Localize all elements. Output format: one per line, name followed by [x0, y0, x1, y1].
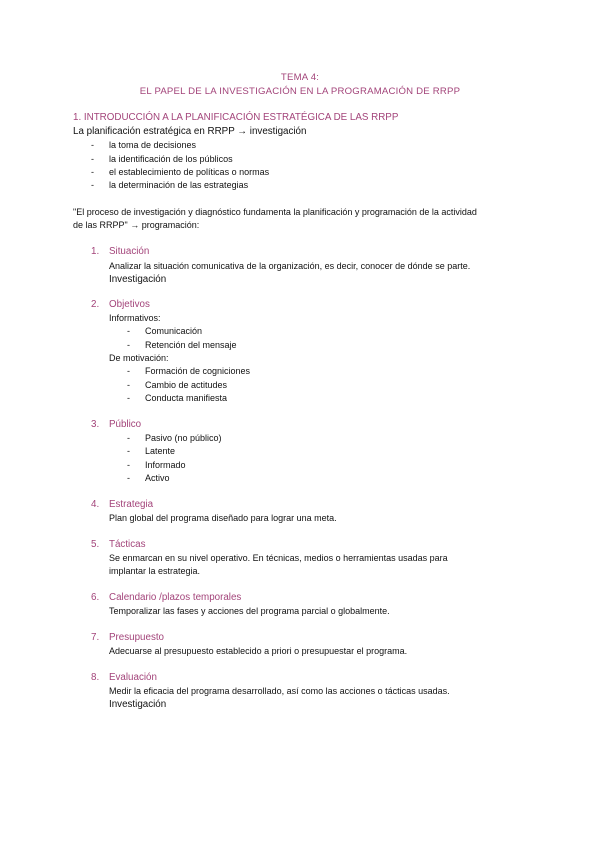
- item-title-tacticas: Tácticas: [109, 539, 146, 550]
- item-title-estrategia: Estrategia: [109, 499, 154, 510]
- item-title-calendario: Calendario /plazos temporales: [109, 592, 242, 603]
- sub-item: Latente: [145, 446, 176, 456]
- list-dash: -: [127, 326, 130, 336]
- item-title-publico: Público: [109, 419, 142, 430]
- item-title-evaluacion: Evaluación: [109, 672, 157, 683]
- item-number: 5.: [91, 539, 100, 550]
- item-text: Analizar la situación comunicativa de la organización, es decir, conocer de dónde se parte.: [109, 261, 471, 271]
- list-item: la determinación de las estrategias: [109, 180, 249, 190]
- list-item: el establecimiento de políticas o normas: [109, 167, 270, 177]
- list-dash: -: [91, 180, 94, 190]
- item-number: 3.: [91, 419, 100, 430]
- list-item: la toma de decisiones: [109, 140, 197, 150]
- list-dash: -: [127, 393, 130, 403]
- list-dash: -: [127, 460, 130, 470]
- item-title-presupuesto: Presupuesto: [109, 632, 165, 643]
- item-text: Se enmarcan en su nivel operativo. En técnicas, medios o herramientas usadas para: [109, 553, 448, 563]
- item-text: Temporalizar las fases y acciones del programa parcial o globalmente.: [109, 606, 390, 616]
- item-text: Medir la eficacia del programa desarrollado, así como las acciones o tácticas usadas.: [109, 686, 450, 696]
- item-number: 6.: [91, 592, 100, 603]
- item-number: 7.: [91, 632, 100, 643]
- item-text: Adecuarse al presupuesto establecido a priori o presupuestar el programa.: [109, 646, 408, 656]
- sub-label: Informativos:: [109, 313, 161, 323]
- sub-item: Informado: [145, 460, 186, 470]
- list-dash: -: [127, 433, 130, 443]
- doc-title-line-1: TEMA 4:: [280, 72, 320, 83]
- list-dash: -: [91, 140, 94, 150]
- item-text: Investigación: [109, 274, 167, 285]
- list-item: la identificación de los públicos: [109, 154, 233, 164]
- item-number: 4.: [91, 499, 100, 510]
- sub-item: Retención del mensaje: [145, 340, 237, 350]
- list-dash: -: [91, 154, 94, 164]
- quote-line-1: "El proceso de investigación y diagnóstico fundamenta la planificación y programación de la actividad: [73, 207, 477, 217]
- sub-item: Cambio de actitudes: [145, 380, 228, 390]
- intro-line: La planificación estratégica en RRPP → investigación: [73, 126, 307, 137]
- item-text: implantar la estrategia.: [109, 566, 201, 576]
- sub-item: Comunicación: [145, 326, 203, 336]
- item-text: Plan global del programa diseñado para lograr una meta.: [109, 513, 337, 523]
- list-dash: -: [127, 340, 130, 350]
- item-text: Investigación: [109, 699, 167, 710]
- section-heading: 1. INTRODUCCIÓN A LA PLANIFICACIÓN ESTRATÉGICA DE LAS RRPP: [73, 112, 399, 123]
- list-dash: -: [127, 366, 130, 376]
- item-number: 2.: [91, 299, 100, 310]
- sub-label: De motivación:: [109, 353, 169, 363]
- item-number: 1.: [91, 246, 100, 257]
- item-title-situacion: Situación: [109, 246, 150, 257]
- sub-item: Formación de cogniciones: [145, 366, 251, 376]
- item-number: 8.: [91, 672, 100, 683]
- list-dash: -: [91, 167, 94, 177]
- doc-title-line-2: EL PAPEL DE LA INVESTIGACIÓN EN LA PROGRAMACIÓN DE RRPP: [139, 86, 461, 97]
- list-dash: -: [127, 380, 130, 390]
- list-dash: -: [127, 473, 130, 483]
- list-dash: -: [127, 446, 130, 456]
- sub-item: Conducta manifiesta: [145, 393, 228, 403]
- quote-line-2: de las RRPP" → programación:: [73, 220, 200, 230]
- sub-item: Pasivo (no público): [145, 433, 222, 443]
- sub-item: Activo: [145, 473, 170, 483]
- item-title-objetivos: Objetivos: [109, 299, 150, 310]
